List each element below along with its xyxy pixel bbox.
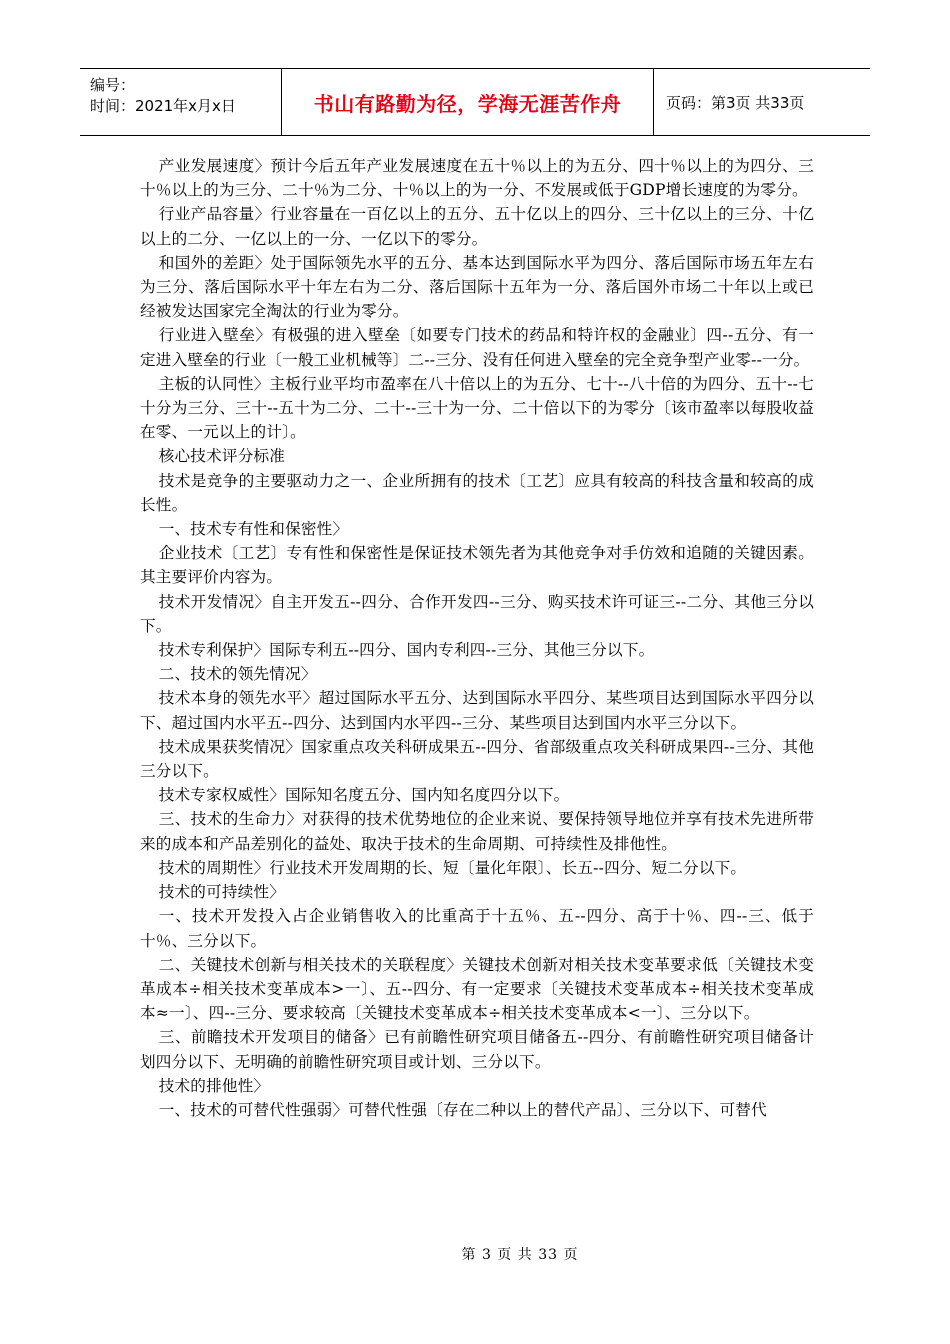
page-header <box>80 68 870 136</box>
paragraph: 一、技术的可替代性强弱〉可替代性强〔存在二种以上的替代产品〕、三分以下、可替代 <box>158 1100 767 1119</box>
paragraph: 产业发展速度〉预计今后五年产业发展速度在五十％以上的为五分、四十％以上的为四分、三十％以上的为三分、二十％为二分、十％以上的为一分、不发展或低于GDP增长速度的为零分。 <box>140 157 814 200</box>
paragraph: 行业进入壁垒〉有极强的进入壁垒〔如要专门技术的药品和特许权的金融业〕四--五分、有一定进入壁垒的行业〔一般工业机械等〕二--三分、没有任何进入壁垒的完全竞争型产业零--一分。 <box>140 326 814 369</box>
paragraph: 企业技术〔工艺〕专有性和保密性是保证技术领先者为其他竞争对手仿效和追随的关键因素。其主要评价内容为。 <box>140 544 814 587</box>
paragraph: 技术专利保护〉国际专利五--四分、国内专利四--三分、其他三分以下。 <box>158 641 655 660</box>
paragraph: 技术专家权威性〉国际知名度五分、国内知名度四分以下。 <box>158 786 570 805</box>
paragraph: 行业产品容量〉行业容量在一百亿以上的五分、五十亿以上的四分、三十亿以上的三分、十亿以上的二分、一亿以上的一分、一亿以下的零分。 <box>140 205 814 248</box>
section-heading: 技术的可持续性〉 <box>158 883 286 902</box>
paragraph: 和国外的差距〉处于国际领先水平的五分、基本达到国际水平为四分、落后国际市场五年左右为三分、落后国际水平十年左右为二分、落后国际十五年为一分、落后国外市场二十年以上或已经被发达国家完全淘汰的行业为零分。 <box>140 253 814 321</box>
header-page-number: 页码：第3页 共33页 <box>666 93 805 112</box>
paragraph: 二、关键技术创新与相关技术的关联程度〉关键技术创新对相关技术变革要求低〔关键技术变革成本÷相关技术变革成本>一〕、五--四分、有一定要求〔关键技术变革成本÷相关技术变革成本≈一〕、四--三分、要求较高〔关键技术变革成本÷相关技术变革成本<一〕、三分以下。 <box>140 955 814 1023</box>
paragraph: 三、技术的生命力〉对获得的技术优势地位的企业来说、要保持领导地位并享有技术先进所带来的成本和产品差别化的益处、取决于技术的生命周期、可持续性及排他性。 <box>140 810 814 853</box>
header-motto: 书山有路勤为径，学海无涯苦作舟 <box>282 69 654 135</box>
paragraph: 主板的认同性〉主板行业平均市盈率在八十倍以上的为五分、七十--八十倍的为四分、五十--七十分为三分、三十--五十为二分、二十--三十为一分、二十倍以下的为零分〔该市盈率以每股收益在零、一元以上的计〕。 <box>140 374 814 442</box>
section-heading: 技术的排他性〉 <box>158 1076 270 1095</box>
section-heading: 二、技术的领先情况〉 <box>158 665 317 684</box>
page-footer: 第 3 页 共 33 页 <box>461 1247 579 1263</box>
paragraph: 技术是竞争的主要驱动力之一、企业所拥有的技术〔工艺〕应具有较高的科技含量和较高的成长性。 <box>140 471 814 514</box>
document-time-label: 时间：2021年x月x日 <box>90 97 236 115</box>
section-heading: 核心技术评分标准 <box>158 447 286 466</box>
paragraph: 一、技术开发投入占企业销售收入的比重高于十五％、五--四分、高于十％、四--三、低于十％、三分以下。 <box>140 907 814 950</box>
paragraph: 技术开发情况〉自主开发五--四分、合作开发四--三分、购买技术许可证三--二分、其他三分以下。 <box>140 592 814 635</box>
paragraph: 技术本身的领先水平〉超过国际水平五分、达到国际水平四分、某些项目达到国际水平四分以下、超过国内水平五--四分、达到国内水平四--三分、某些项目达到国内水平三分以下。 <box>140 689 814 732</box>
paragraph: 技术成果获奖情况〉国家重点攻关科研成果五--四分、省部级重点攻关科研成果四--三分、其他三分以下。 <box>140 737 814 781</box>
section-heading: 一、技术专有性和保密性〉 <box>158 520 349 539</box>
paragraph: 技术的周期性〉行业技术开发周期的长、短〔量化年限〕、长五--四分、短二分以下。 <box>158 858 747 877</box>
document-number-label: 编号： <box>90 76 136 94</box>
document-body <box>140 154 814 1122</box>
header-meta <box>80 69 282 135</box>
paragraph: 三、前瞻技术开发项目的储备〉已有前瞻性研究项目储备五--四分、有前瞻性研究项目储备计划四分以下、无明确的前瞻性研究项目或计划、三分以下。 <box>140 1028 814 1071</box>
